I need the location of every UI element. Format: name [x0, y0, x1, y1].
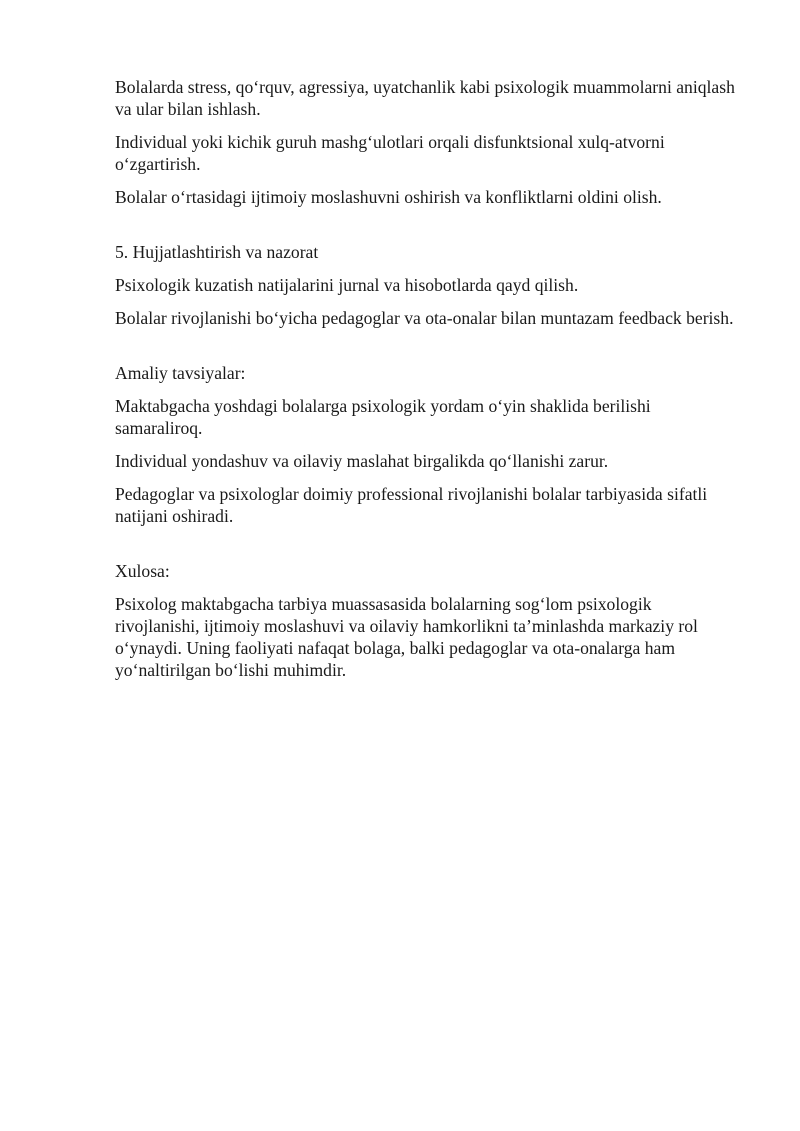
documentation-section [115, 241, 735, 329]
section-spacer [115, 340, 735, 362]
recommendations-section [115, 362, 735, 527]
paragraph: Bolalarda stress, qo‘rquv, agressiya, uyatchanlik kabi psixologik muammolarni aniqlash va ular bilan ishlash. [115, 77, 735, 119]
document-page [115, 76, 735, 692]
paragraph: Bolalar o‘rtasidagi ijtimoiy moslashuvni oshirish va konfliktlarni oldini olish. [115, 187, 662, 207]
conclusion-section [115, 560, 735, 681]
section-heading: Amaliy tavsiyalar: [115, 363, 246, 383]
paragraph: Bolalar rivojlanishi bo‘yicha pedagoglar va ota-onalar bilan muntazam feedback berish. [115, 308, 734, 328]
section-spacer [115, 538, 735, 560]
section-heading: Xulosa: [115, 561, 170, 581]
paragraph: Psixolog maktabgacha tarbiya muassasasida bolalarning sog‘lom psixologik rivojlanishi, ijtimoiy moslashuvi va oilaviy hamkorlikni ta’minlashda markaziy rol o‘ynaydi. Uning faoliyati nafaqat bolaga, balki pedagoglar va ota-onalarga ham yo‘naltirilgan bo‘lishi muhimdir. [115, 594, 698, 680]
section-spacer [115, 219, 735, 241]
intro-section [115, 76, 735, 208]
paragraph: Maktabgacha yoshdagi bolalarga psixologik yordam o‘yin shaklida berilishi samaraliroq. [115, 396, 651, 438]
section-heading: 5. Hujjatlashtirish va nazorat [115, 242, 319, 262]
paragraph: Individual yondashuv va oilaviy maslahat birgalikda qo‘llanishi zarur. [115, 451, 609, 471]
paragraph: Psixologik kuzatish natijalarini jurnal va hisobotlarda qayd qilish. [115, 275, 579, 295]
paragraph: Individual yoki kichik guruh mashg‘ulotlari orqali disfunktsional xulq-atvorni o‘zgartirish. [115, 132, 665, 174]
paragraph: Pedagoglar va psixologlar doimiy professional rivojlanishi bolalar tarbiyasida sifatli natijani oshiradi. [115, 484, 708, 526]
